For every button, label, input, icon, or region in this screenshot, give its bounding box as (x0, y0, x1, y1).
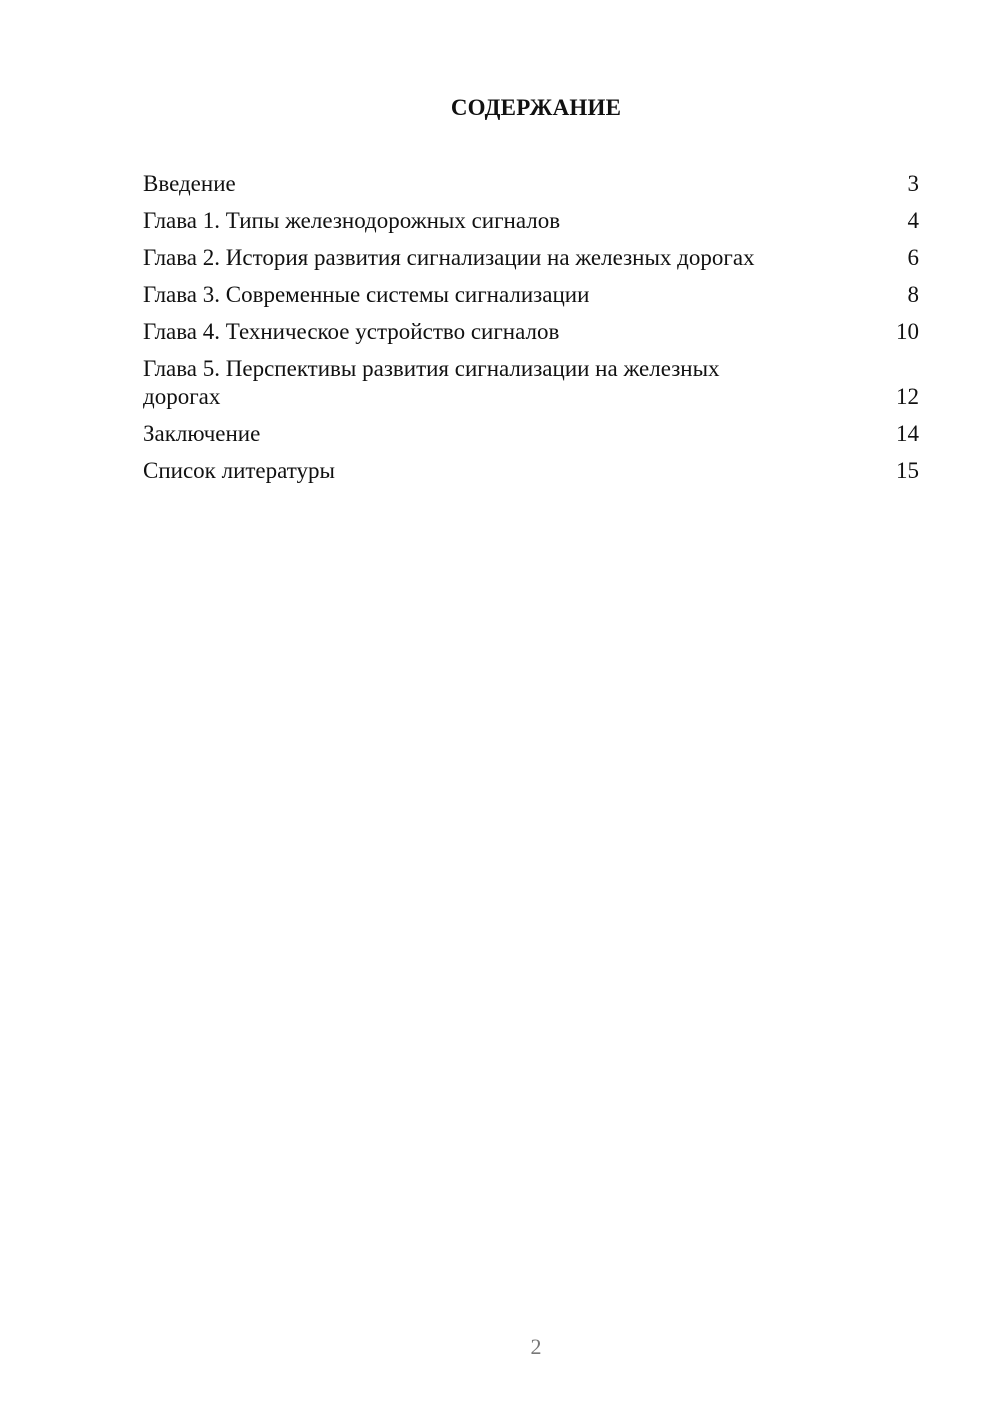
toc-entry-chapter-2[interactable] (143, 244, 919, 272)
toc-entry-title: Глава 5. Перспективы развития сигнализации на железных дорогах (143, 356, 720, 409)
toc-heading: СОДЕРЖАНИЕ (450, 95, 622, 120)
toc-entry-references[interactable] (143, 457, 919, 485)
toc-entry-title: Глава 4. Техническое устройство сигналов (143, 319, 560, 344)
toc-entry-chapter-3[interactable] (143, 281, 919, 309)
table-of-contents (143, 170, 919, 494)
toc-entry-title: Заключение (143, 421, 261, 446)
toc-entry-page: 8 (907, 282, 919, 307)
toc-entry-title: Глава 1. Типы железнодорожных сигналов (143, 208, 561, 233)
toc-entry-page: 6 (907, 245, 919, 270)
page-number: 2 (530, 1334, 542, 1359)
toc-entry-page: 3 (907, 171, 919, 196)
toc-entry-conclusion[interactable] (143, 420, 919, 448)
toc-entry-page: 4 (907, 208, 919, 233)
toc-entry-chapter-4[interactable] (143, 318, 919, 346)
toc-entry-chapter-5[interactable] (143, 355, 919, 411)
toc-entry-chapter-1[interactable] (143, 207, 919, 235)
toc-entry-title: Глава 2. История развития сигнализации на железных дорогах (143, 245, 755, 270)
toc-entry-title: Введение (143, 171, 236, 196)
toc-entry-page: 10 (896, 319, 919, 344)
toc-entry-page: 12 (896, 384, 919, 409)
toc-entry-introduction[interactable] (143, 170, 919, 198)
toc-entry-page: 15 (896, 458, 919, 483)
toc-entry-page: 14 (896, 421, 919, 446)
toc-entry-title: Список литературы (143, 458, 335, 483)
toc-entry-title: Глава 3. Современные системы сигнализации (143, 282, 590, 307)
